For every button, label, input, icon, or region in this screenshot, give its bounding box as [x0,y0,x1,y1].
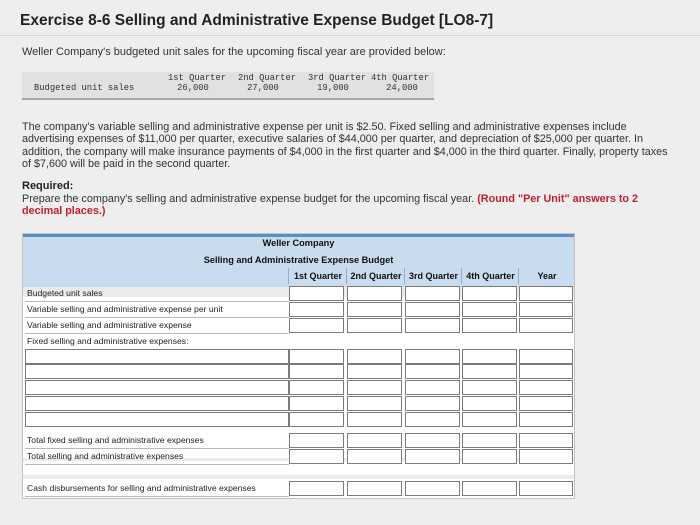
answer-input-cell[interactable] [289,481,344,496]
unit-sales-table [22,72,434,98]
answer-input-cell[interactable] [347,364,402,379]
answer-input-cell[interactable] [462,364,517,379]
unit-sales-value: 24,000 [386,83,418,93]
answer-input-cell[interactable] [347,349,402,364]
answer-input-cell[interactable] [289,433,344,448]
answer-input-cell[interactable] [289,412,344,427]
row-label: Cash disbursements for selling and administrative expenses [25,481,289,497]
budget-title: Selling and Administrative Expense Budget [203,255,394,265]
answer-input-cell[interactable] [462,449,517,464]
answer-input-cell[interactable] [347,481,402,496]
fixed-expense-label-input[interactable] [25,396,289,411]
answer-input-cell[interactable] [347,286,402,301]
answer-input-cell[interactable] [289,302,344,317]
answer-input-cell[interactable] [405,349,460,364]
row-label: Total fixed selling and administrative expenses [25,433,289,449]
answer-input-cell[interactable] [405,318,460,333]
answer-input-cell[interactable] [519,481,573,496]
answer-input-cell[interactable] [462,302,517,317]
column-header-4th-quarter: 4th Quarter [461,268,519,284]
answer-input-cell[interactable] [519,449,573,464]
answer-input-cell[interactable] [347,396,402,411]
row-label: Variable selling and administrative expense per unit [25,302,289,318]
column-header-year: Year [518,268,575,284]
answer-input-cell[interactable] [405,380,460,395]
answer-input-cell[interactable] [347,318,402,333]
answer-input-cell[interactable] [289,380,344,395]
problem-paragraph: The company's variable selling and administrative expense per unit is $2.50. Fixed selling and administrative expenses include advertising expenses of $11,000 per quarter, executive salaries of $44,000 per quarter, and depreciation of $25,000 per quarter. In addition, the company will make insurance payments of $4,000 in the first quarter and $4,000 in the third quarter. Finally, property taxes of $7,600 will be paid in the second quarter. [22,121,668,171]
answer-input-cell[interactable] [347,433,402,448]
fixed-expense-label-input[interactable] [25,380,289,395]
answer-input-cell[interactable] [519,318,573,333]
answer-input-cell[interactable] [405,364,460,379]
answer-input-cell[interactable] [405,433,460,448]
fixed-expense-label-input[interactable] [25,364,289,379]
row-label: Fixed selling and administrative expenses: [25,334,289,350]
intro-text: Weller Company's budgeted unit sales for the upcoming fiscal year are provided below: [22,46,446,58]
unit-sales-row-label: Budgeted unit sales [34,83,135,93]
answer-input-cell[interactable] [289,449,344,464]
answer-input-cell[interactable] [405,412,460,427]
table-underline [22,98,434,100]
answer-input-cell[interactable] [519,380,573,395]
fixed-expense-label-input[interactable] [25,412,289,427]
rounding-note: (Round "Per Unit" answers to 2 decimal places.) [22,193,639,218]
answer-input-cell[interactable] [462,481,517,496]
answer-input-cell[interactable] [405,481,460,496]
answer-input-cell[interactable] [347,380,402,395]
answer-input-cell[interactable] [462,380,517,395]
answer-input-cell[interactable] [405,396,460,411]
column-header-1st-quarter: 1st Quarter [288,268,347,284]
unit-sales-value: 26,000 [177,83,209,93]
answer-input-cell[interactable] [289,364,344,379]
row-label: Budgeted unit sales [25,286,289,302]
row-label: Total selling and administrative expenses [25,449,289,465]
fixed-expense-label-input[interactable] [25,349,289,364]
answer-input-cell[interactable] [405,449,460,464]
answer-input-cell[interactable] [289,286,344,301]
answer-input-cell[interactable] [462,433,517,448]
row-label: Variable selling and administrative expense [25,318,289,334]
row-spacer [23,475,574,479]
answer-input-cell[interactable] [405,302,460,317]
answer-input-cell[interactable] [289,349,344,364]
budget-table [22,233,575,499]
quarter-header: 4th Quarter [370,73,430,83]
required-heading: Required: [22,180,74,192]
column-header-2nd-quarter: 2nd Quarter [346,268,405,284]
answer-input-cell[interactable] [347,449,402,464]
quarter-header: 3rd Quarter [307,73,367,83]
answer-input-cell[interactable] [347,302,402,317]
answer-input-cell[interactable] [289,318,344,333]
answer-input-cell[interactable] [289,396,344,411]
answer-input-cell[interactable] [519,396,573,411]
answer-input-cell[interactable] [462,396,517,411]
unit-sales-value: 19,000 [317,83,349,93]
answer-input-cell[interactable] [462,349,517,364]
answer-input-cell[interactable] [405,286,460,301]
company-name: Weller Company [262,238,335,248]
answer-input-cell[interactable] [462,286,517,301]
required-text [22,193,662,218]
quarter-header: 1st Quarter [167,73,227,83]
answer-input-cell[interactable] [462,318,517,333]
answer-input-cell[interactable] [519,412,573,427]
answer-input-cell[interactable] [519,433,573,448]
column-header-3rd-quarter: 3rd Quarter [404,268,462,284]
exercise-title: Exercise 8-6 Selling and Administrative Expense Budget [LO8-7] [20,12,494,29]
required-instruction: Prepare the company's selling and administrative expense budget for the upcoming fiscal year. [22,193,475,205]
title-divider [0,35,700,36]
answer-input-cell[interactable] [519,349,573,364]
answer-input-cell[interactable] [347,412,402,427]
answer-input-cell[interactable] [519,286,573,301]
unit-sales-value: 27,000 [247,83,279,93]
answer-input-cell[interactable] [519,364,573,379]
quarter-header: 2nd Quarter [237,73,297,83]
answer-input-cell[interactable] [519,302,573,317]
answer-input-cell[interactable] [462,412,517,427]
